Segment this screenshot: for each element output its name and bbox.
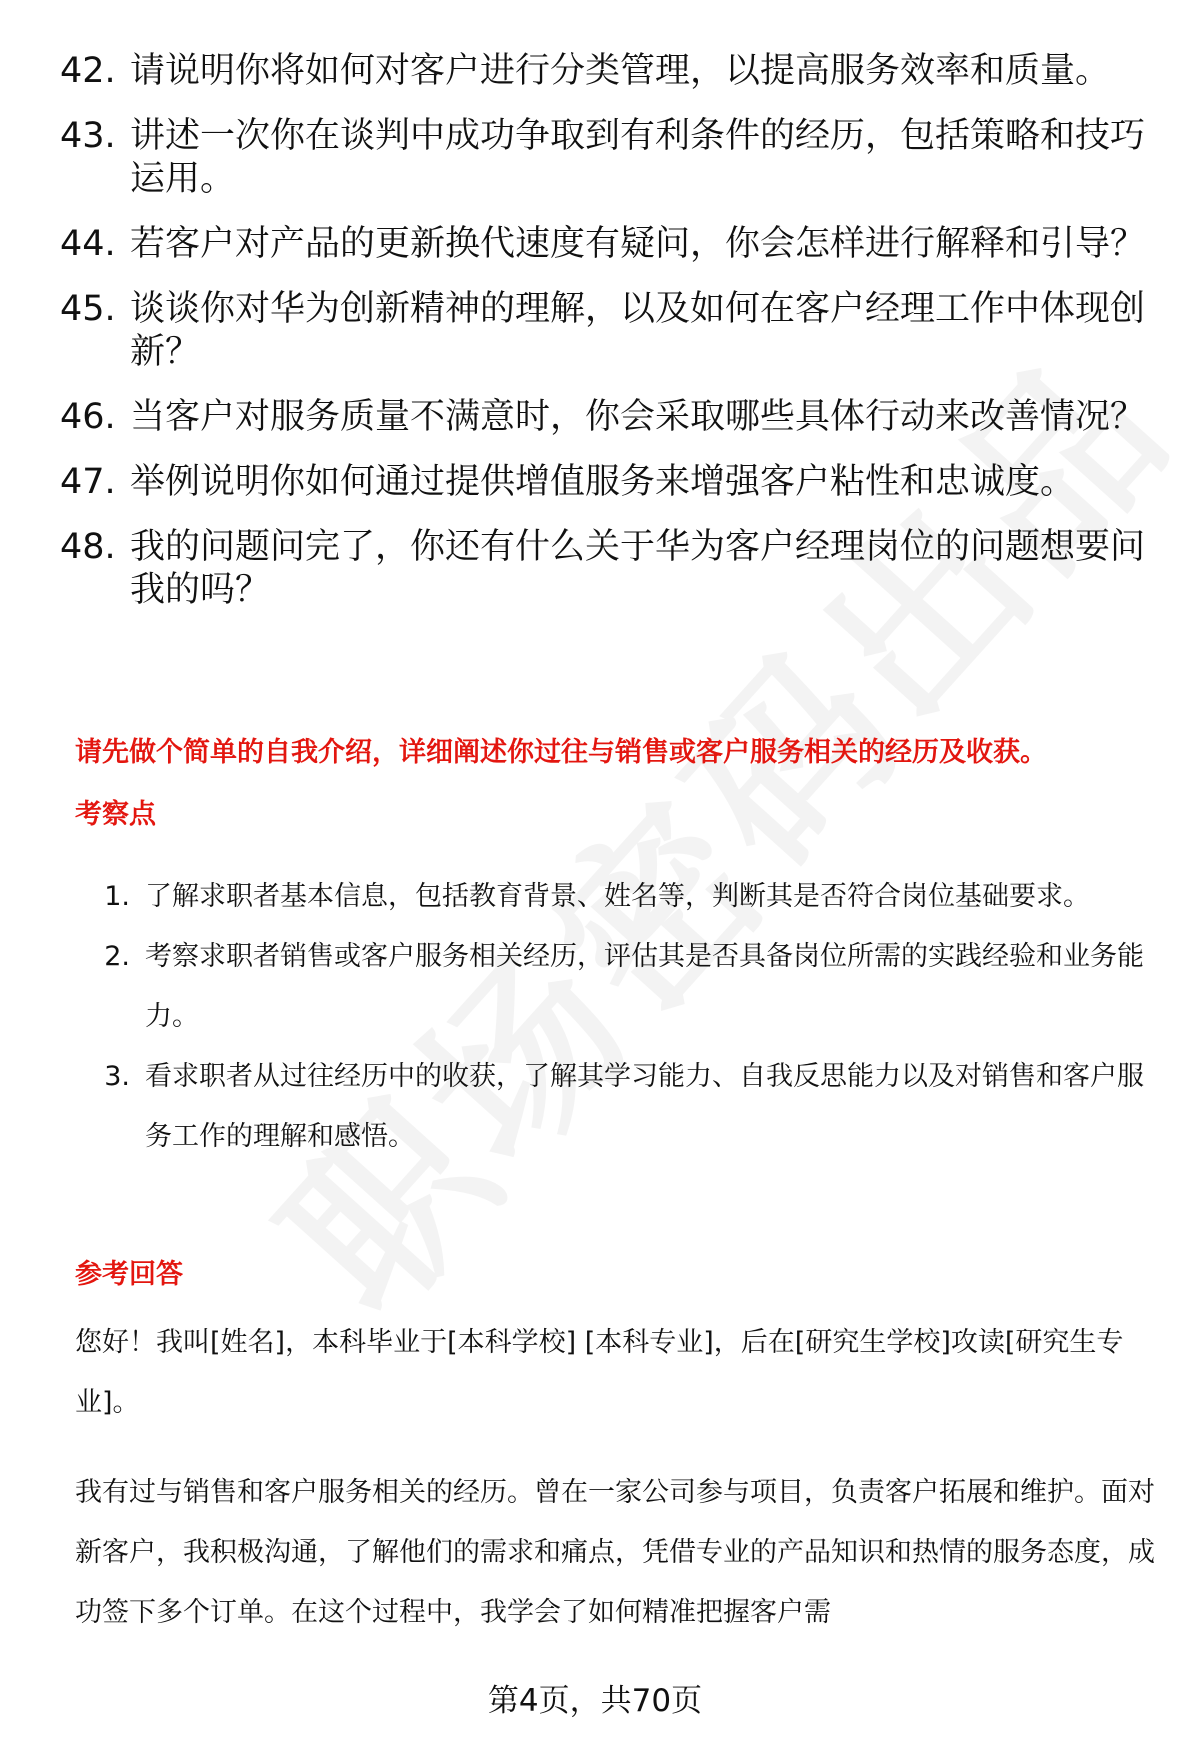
- question-item: [60, 50, 1160, 93]
- question-number: 46.: [60, 397, 116, 437]
- question-item: [60, 396, 1160, 439]
- question-number: 48.: [60, 527, 116, 567]
- point-number: 3.: [104, 1061, 130, 1092]
- question-text: 当客户对服务质量不满意时，你会采取哪些具体行动来改善情况？: [130, 397, 1146, 437]
- question-text: 举例说明你如何通过提供增值服务来增强客户粘性和忠诚度。: [130, 462, 1076, 502]
- question-item: [60, 115, 1160, 201]
- question-number: 42.: [60, 51, 116, 91]
- section-question-heading: 请先做个简单的自我介绍，详细阐述你过往与销售或客户服务相关的经历及收获。: [75, 737, 1047, 768]
- question-list: [60, 50, 1160, 634]
- question-item: [60, 526, 1160, 612]
- points-list: [75, 867, 1165, 1167]
- point-text: 看求职者从过往经历中的收获，了解其学习能力、自我反思能力以及对销售和客户服务工作的理解和感悟。: [145, 1061, 1144, 1152]
- answer-heading: 参考回答: [75, 1259, 183, 1290]
- answer-paragraph: 我有过与销售和客户服务相关的经历。曾在一家公司参与项目，负责客户拓展和维护。面对新客户，我积极沟通，了解他们的需求和痛点，凭借专业的产品知识和热情的服务态度，成功签下多个订单。在这个过程中，我学会了如何精准把握客户需: [75, 1477, 1155, 1628]
- question-text: 讲述一次你在谈判中成功争取到有利条件的经历，包括策略和技巧运用。: [130, 116, 1146, 199]
- question-number: 45.: [60, 289, 116, 329]
- question-item: [60, 288, 1160, 374]
- kaochadian-heading: 考察点: [75, 799, 156, 830]
- answer-paragraph: 您好！我叫[姓名]，本科毕业于[本科学校] [本科专业]，后在[研究生学校]攻读[研究生专业]。: [75, 1327, 1124, 1418]
- question-text: 若客户对产品的更新换代速度有疑问，你会怎样进行解释和引导？: [130, 224, 1146, 264]
- point-item: [75, 1047, 1165, 1167]
- page-footer: 第4页，共70页: [487, 1683, 703, 1719]
- question-number: 47.: [60, 462, 116, 502]
- question-text: 我的问题问完了，你还有什么关于华为客户经理岗位的问题想要问我的吗？: [130, 527, 1146, 610]
- point-item: [75, 927, 1165, 1047]
- point-text: 考察求职者销售或客户服务相关经历，评估其是否具备岗位所需的实践经验和业务能力。: [145, 941, 1144, 1032]
- point-text: 了解求职者基本信息，包括教育背景、姓名等，判断其是否符合岗位基础要求。: [145, 881, 1090, 912]
- question-number: 43.: [60, 116, 116, 156]
- question-item: [60, 461, 1160, 504]
- point-number: 1.: [104, 881, 130, 912]
- question-text: 谈谈你对华为创新精神的理解，以及如何在客户经理工作中体现创新？: [130, 289, 1146, 372]
- point-number: 2.: [104, 941, 130, 972]
- question-number: 44.: [60, 224, 116, 264]
- point-item: [75, 867, 1165, 927]
- question-item: [60, 223, 1160, 266]
- question-text: 请说明你将如何对客户进行分类管理，以提高服务效率和质量。: [130, 51, 1111, 91]
